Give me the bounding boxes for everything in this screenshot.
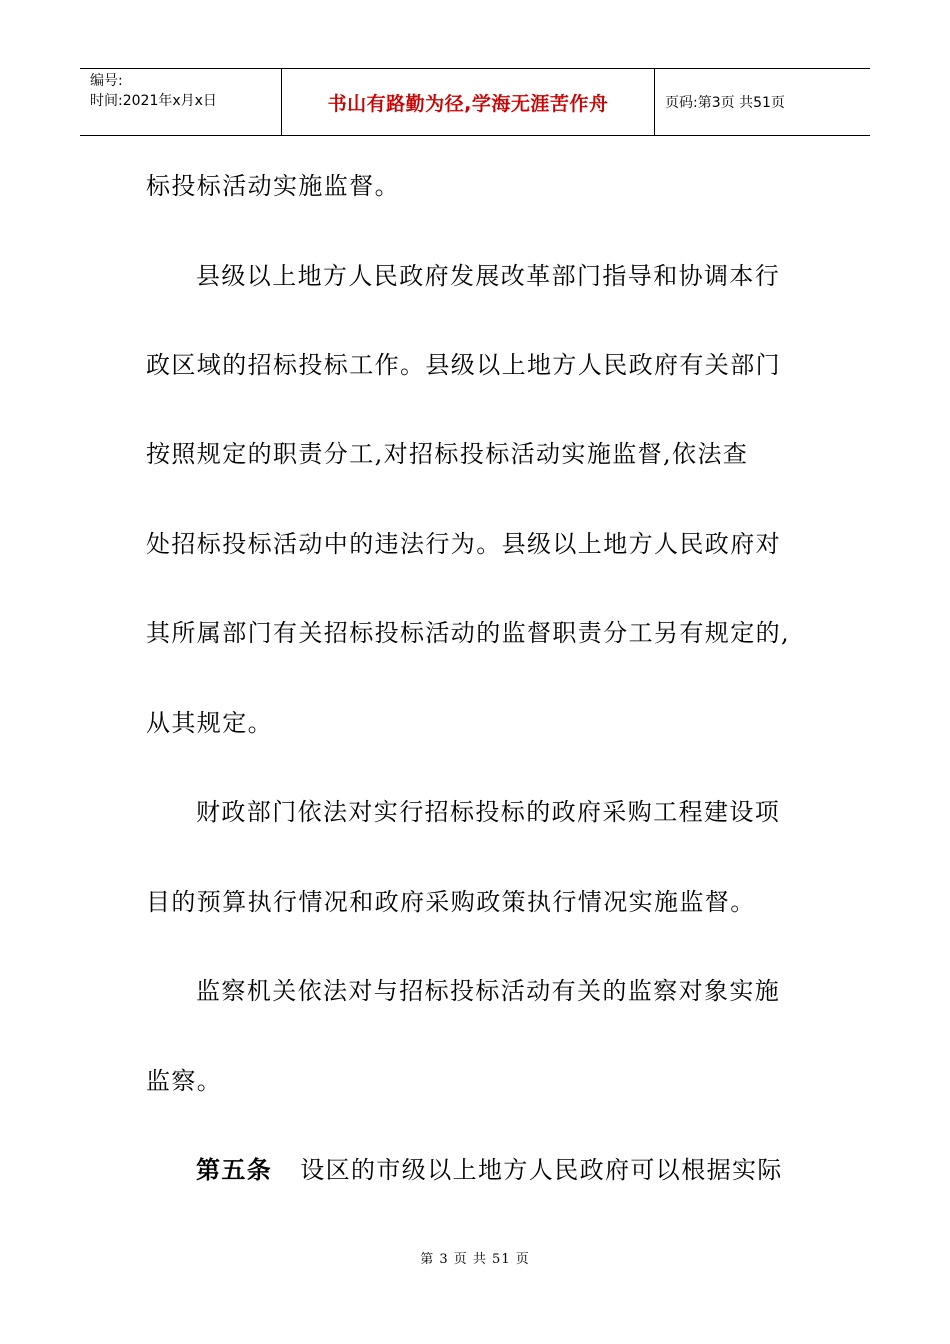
document-time-label: 时间:2021年x月x日 [90,93,217,109]
body-line: 县级以上地方人民政府发展改革部门指导和协调本行 [196,262,781,290]
header-meta [80,69,282,135]
page-header [80,68,870,136]
article-line [196,1155,783,1185]
header-motto: 书山有路勤为径,学海无涯苦作舟 [282,69,655,135]
body-line: 监察。 [146,1067,223,1095]
body-line: 处招标投标活动中的违法行为。县级以上地方人民政府对 [146,530,781,558]
body-line: 标投标活动实施监督。 [146,172,400,200]
body-line: 财政部门依法对实行招标投标的政府采购工程建设项 [196,798,781,826]
article-label: 第五条 [196,1155,273,1184]
body-line: 政区域的招标投标工作。县级以上地方人民政府有关部门 [146,351,781,379]
page-footer: 第 3 页 共 51 页 [420,1252,530,1267]
body-line: 监察机关依法对与招标投标活动有关的监察对象实施 [196,977,781,1005]
body-line: 按照规定的职责分工,对招标投标活动实施监督,依法查 [146,440,749,468]
body-line: 目的预算执行情况和政府采购政策执行情况实施监督。 [146,888,756,916]
header-page-info: 页码:第3页 共51页 [665,95,785,111]
article-text: 设区的市级以上地方人民政府可以根据实际 [300,1156,783,1184]
body-line: 从其规定。 [146,709,273,737]
body-line: 其所属部门有关招标投标活动的监督职责分工另有规定的, [146,619,791,647]
document-number-label: 编号: [90,73,123,89]
